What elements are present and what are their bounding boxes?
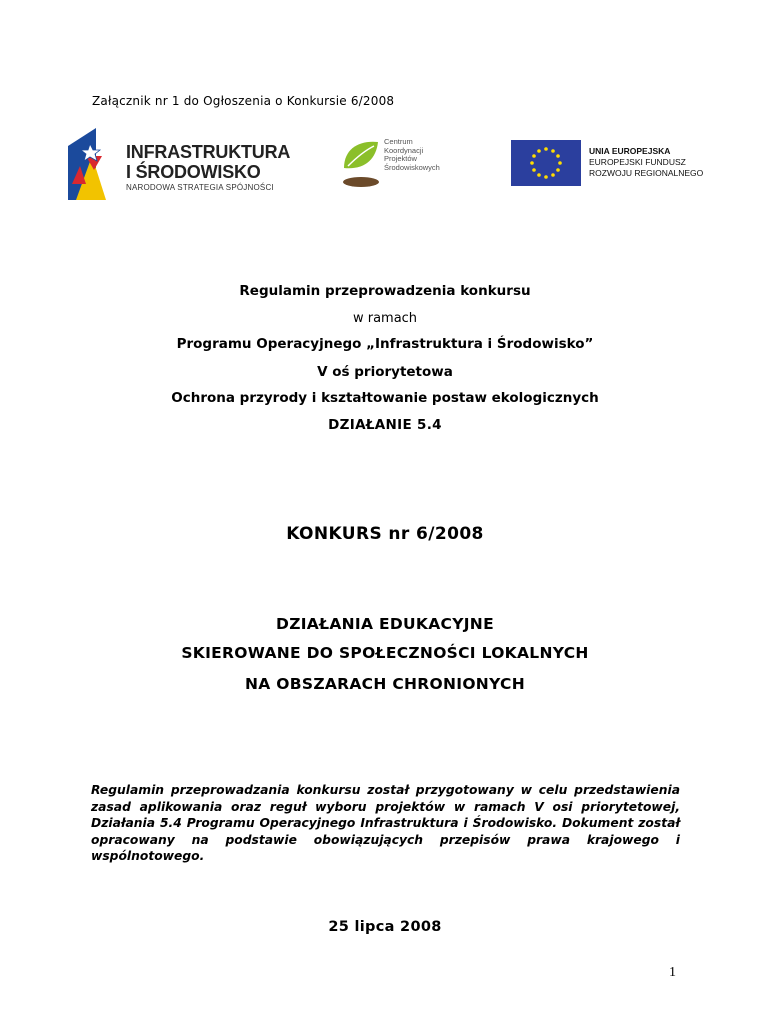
ckps-logo [340, 138, 470, 190]
title-line-3: Programu Operacyjnego „Infrastruktura i Środowisko” [176, 336, 594, 352]
ckps-line2: Koordynacji [384, 145, 424, 155]
title-line-6: DZIAŁANIE 5.4 [328, 417, 442, 433]
eu-line1: UNIA EUROPEJSKA [589, 146, 671, 156]
eu-logo [511, 140, 711, 186]
page-number: 1 [669, 965, 676, 980]
ckps-line1: Centrum [384, 137, 413, 146]
heading-line-1: DZIAŁANIA EDUKACYJNE [276, 615, 494, 633]
title-line-4: V oś priorytetowa [317, 364, 453, 380]
ckps-leaf-icon [340, 138, 382, 190]
eu-line3: ROZWOJU REGIONALNEGO [589, 168, 704, 178]
konkurs-number: KONKURS nr 6/2008 [286, 524, 484, 544]
heading-line-3: NA OBSZARACH CHRONIONYCH [245, 675, 525, 693]
ckps-logo-text [384, 138, 440, 172]
infrastruktura-logo-line2: I ŚRODOWISKO [126, 162, 261, 182]
ckps-line4: Środowiskowych [384, 162, 440, 172]
ckps-line3: Projektów [384, 154, 417, 163]
infrastruktura-emblem-icon [66, 126, 122, 200]
eu-line2: EUROPEJSKI FUNDUSZ [589, 157, 686, 167]
document-date: 25 lipca 2008 [328, 919, 442, 935]
title-line-2: w ramach [352, 311, 418, 326]
eu-flag-icon [511, 140, 581, 186]
title-line-1: Regulamin przeprowadzenia konkursu [239, 283, 531, 299]
infrastruktura-logo [66, 126, 296, 200]
description-paragraph: Regulamin przeprowadzania konkursu został przygotowany w celu przedstawienia zasad aplikowania oraz reguł wyboru projektów w ramach V osi priorytetowej, Działania 5.4 Programu Operacyjnego Infrastruktura i Środowisko. Dokument został opracowany na podstawie obowiązujących przepisów prawa krajowego i wspólnotowego. [91, 783, 680, 863]
eu-logo-text [589, 146, 703, 179]
heading-line-2: SKIEROWANE DO SPOŁECZNOŚCI LOKALNYCH [181, 644, 589, 662]
infrastruktura-logo-line1: INFRASTRUKTURA [126, 142, 291, 162]
title-line-5: Ochrona przyrody i kształtowanie postaw ekologicznych [171, 390, 599, 406]
infrastruktura-logo-line3: NARODOWA STRATEGIA SPÓJNOŚCI [126, 183, 274, 192]
annex-header: Załącznik nr 1 do Ogłoszenia o Konkursie 6/2008 [92, 94, 395, 108]
